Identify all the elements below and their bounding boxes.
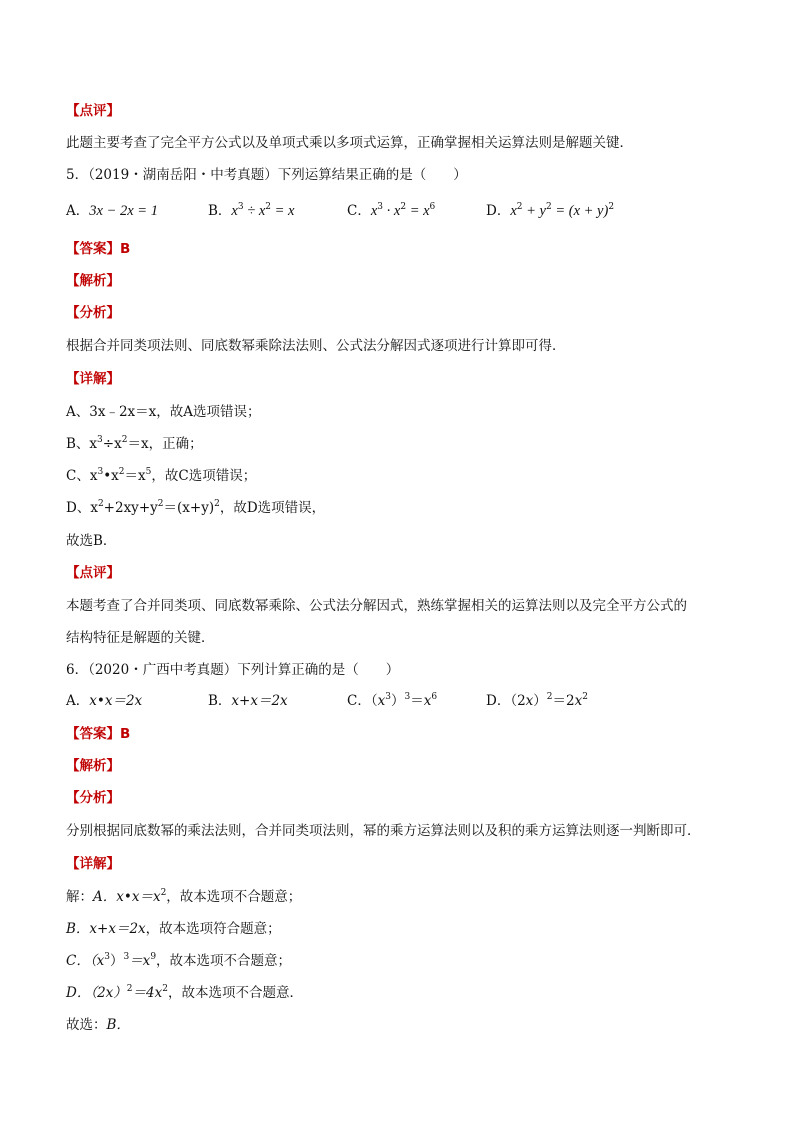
q5-detail-c: C、$x^3•x^2=x^5$，故C选项错误； [66,467,257,484]
q6-fenxi-heading: 【分析】 [66,790,120,806]
q5-detail-heading: 【详解】 [66,371,120,387]
q6-detail-a: 解：A．$x•x=x^2$，故本选项不合题意； [66,888,302,905]
q5-detail-a: A、3x﹣2x＝x，故A选项错误； [66,404,261,420]
q6-option-c: C．$(x^3)^3=x^6$ [347,692,438,709]
q6-answer: 【答案】B [66,726,131,742]
q6-option-a: A．x•x＝2x [66,693,143,709]
q5-option-a: A．3x − 2x = 1 [66,203,158,219]
q6-option-b: B．x+x＝2x [208,693,288,709]
q6-choice: 故选：B． [66,1017,130,1033]
q6-detail-heading: 【详解】 [66,856,120,872]
q6-analysis-heading: 【解析】 [66,758,120,774]
q5-option-d: D．$x^2 + y^2 = (x + y)^2$ [486,202,615,219]
q4-review-heading: 【点评】 [66,103,120,119]
q5-choice: 故选B． [66,533,117,549]
q5-detail-d: D、$x^2+2xy+y^2=(x+y)^2$，故D选项错误， [66,499,326,516]
q5-detail-b: B、$x^3\div x^2=x$，正确； [66,435,203,452]
q4-review-text: 此题主要考查了完全平方公式以及单项式乘以多项式运算，正确掌握相关运算法则是解题关键． [66,135,633,151]
q5-review-line1: 本题考查了合并同类项、同底数幂乘除、公式法分解因式，熟练掌握相关的运算法则以及完全平方公式的 [66,598,687,614]
q5-fenxi-text: 根据合并同类项法则、同底数幂乘除法法则、公式法分解因式逐项进行计算即可得． [66,338,566,354]
q6-option-d: D．$(2x)^2=2x^2$ [486,692,588,709]
q5-fenxi-heading: 【分析】 [66,305,120,321]
q5-answer: 【答案】B [66,241,131,257]
q5-option-c: C．$x^3 \cdot x^2 = x^6$ [347,202,436,219]
q5-review-heading: 【点评】 [66,565,120,581]
q6-detail-d: D．$(2x)^2=4x^2$，故本选项不合题意． [66,984,303,1001]
q5-analysis-heading: 【解析】 [66,273,120,289]
q6-detail-c: C．$(x^3)^3=x^9$，故本选项不合题意； [66,952,292,969]
q5-review-line2: 结构特征是解题的关键． [66,630,215,646]
q5-option-b: B．$x^3 \div x^2 = x$ [208,202,295,219]
q6-detail-b: B．x+x＝2x，故本选项符合题意； [66,921,281,937]
q6-stem: 6．（2020・广西中考真题）下列计算正确的是（ ） [66,662,400,678]
q5-stem: 5．（2019・湖南岳阳・中考真题）下列运算结果正确的是（ ） [66,167,467,183]
q6-fenxi-text: 分别根据同底数幂的乘法法则，合并同类项法则，幂的乘方运算法则以及积的乘方运算法则逐一判断即可． [66,823,701,839]
